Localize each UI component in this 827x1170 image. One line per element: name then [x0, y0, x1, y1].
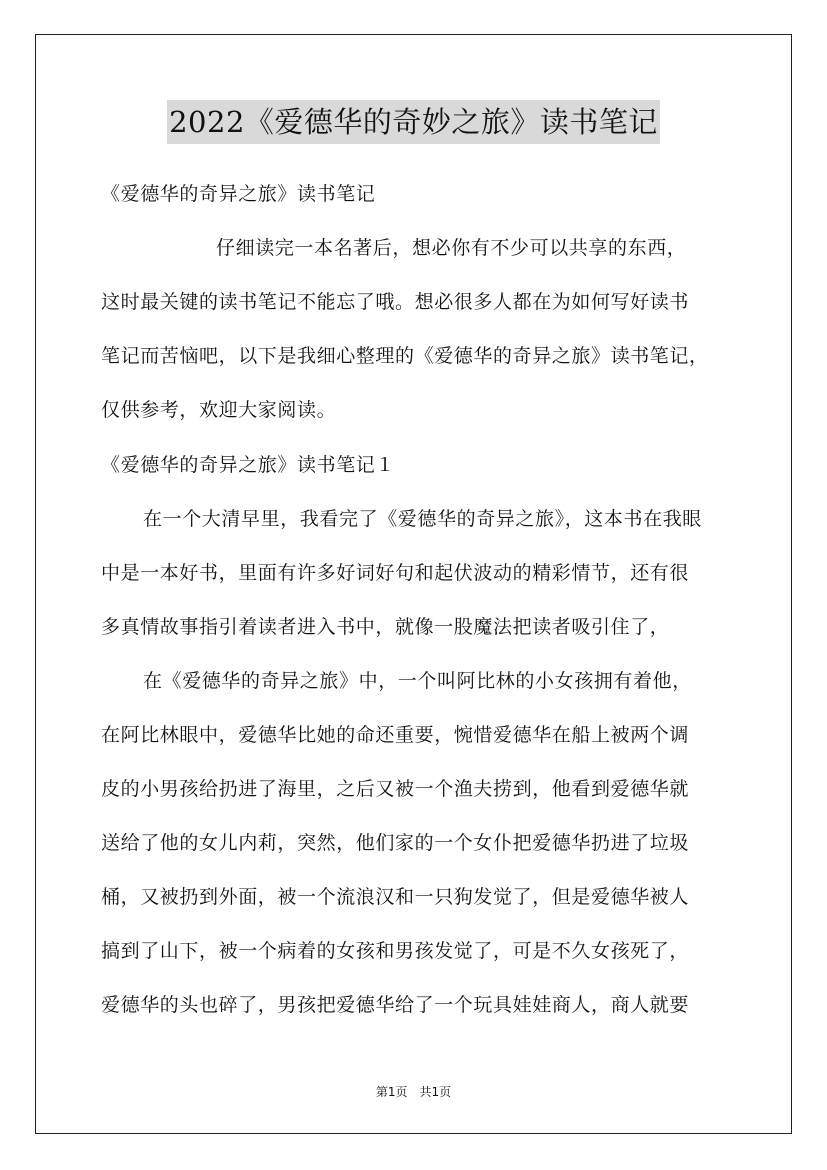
text-line: 这时最关键的读书笔记不能忘了哦。想必很多人都在为如何写好读书 [101, 291, 690, 313]
text-line: 爱德华的头也碎了，男孩把爱德华给了一个玩具娃娃商人，商人就要 [101, 994, 690, 1016]
text-line: 仔细读完一本名著后，想必你有不少可以共享的东西， [216, 237, 687, 259]
text-line: 多真情故事指引着读者进入书中，就像一股魔法把读者吸引住了， [101, 616, 670, 638]
text-line: 中是一本好书，里面有许多好词好句和起伏波动的精彩情节，还有很 [101, 562, 690, 584]
text-line: 送给了他的女儿内莉，突然，他们家的一个女仆把爱德华扔进了垃圾 [101, 832, 690, 854]
text-line: 仅供参考，欢迎大家阅读。 [101, 399, 337, 421]
text-line: 《爱德华的奇异之旅》读书笔记 [101, 183, 376, 205]
text-line: 在《爱德华的奇异之旅》中，一个叫阿比林的小女孩拥有着他， [143, 670, 692, 692]
page-footer: 第1页 共1页 [375, 1085, 452, 1099]
text-line: 皮的小男孩给扔进了海里，之后又被一个渔夫捞到，他看到爱德华就 [101, 778, 690, 800]
text-line: 搞到了山下，被一个病着的女孩和男孩发觉了，可是不久女孩死了， [101, 940, 690, 962]
text-line: 《爱德华的奇异之旅》读书笔记１ [101, 454, 396, 476]
text-line: 笔记而苦恼吧，以下是我细心整理的《爱德华的奇异之旅》读书笔记， [101, 345, 709, 367]
document-title: 2022《爱德华的奇妙之旅》读书笔记 [167, 100, 660, 144]
text-line: 在阿比林眼中，爱德华比她的命还重要，惋惜爱德华在船上被两个调 [101, 724, 690, 746]
text-line: 在一个大清早里，我看完了《爱德华的奇异之旅》，这本书在我眼 [143, 508, 702, 530]
title-container [0, 100, 827, 144]
text-line: 桶，又被扔到外面，被一个流浪汉和一只狗发觉了，但是爱德华被人 [101, 886, 690, 908]
